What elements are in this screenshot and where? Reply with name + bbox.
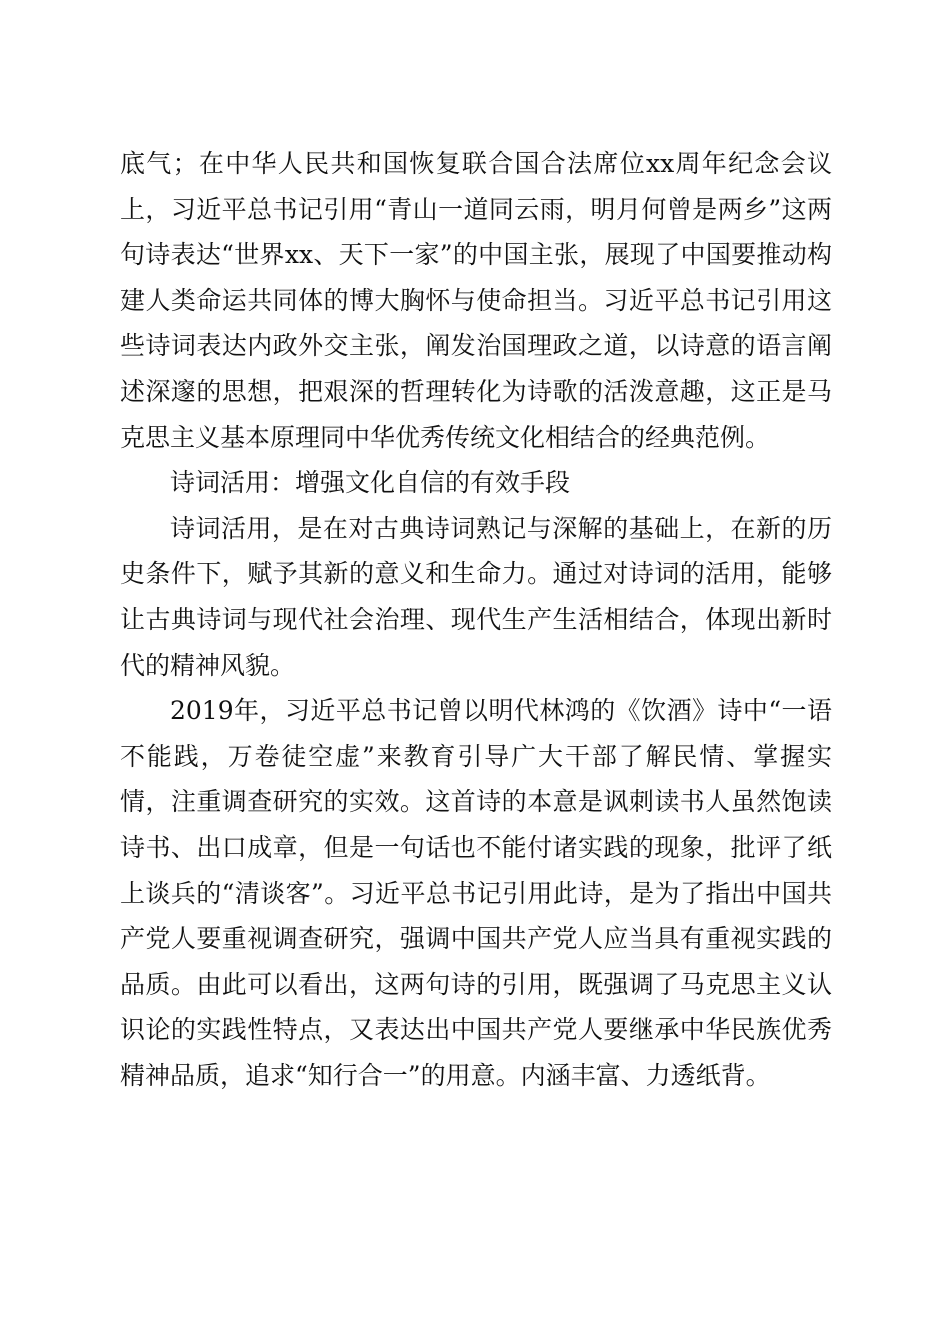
paragraph-continuation: 底气；在中华人民共和国恢复联合国合法席位xx周年纪念会议上，习近平总书记引用“青山一道同云雨，明月何曾是两乡”这两句诗表达“世界xx、天下一家”的中国主张，展现了中国要推动构建人类命运共同体的博大胸怀与使命担当。习近平总书记引用这些诗词表达内政外交主张，阐发治国理政之道，以诗意的语言阐述深邃的思想，把艰深的哲理转化为诗歌的活泼意趣，这正是马克思主义基本原理同中华优秀传统文化相结合的经典范例。	[120, 149, 832, 452]
paragraph-2019-example: 2019年，习近平总书记曾以明代林鸿的《饮酒》诗中“一语不能践，万卷徒空虚”来教育引导广大干部了解民情、掌握实情，注重调查研究的实效。这首诗的本意是讽刺读书人虽然饱读诗书、出口成章，但是一句话也不能付诸实践的现象，批评了纸上谈兵的“清谈客”。习近平总书记引用此诗，是为了指出中国共产党人要重视调查研究，强调中国共产党人应当具有重视实践的品质。由此可以看出，这两句诗的引用，既强调了马克思主义认识论的实践性特点，又表达出中国共产党人要继承中华民族优秀精神品质，追求“知行合一”的用意。内涵丰富、力透纸背。	[120, 696, 832, 1090]
document-page	[120, 141, 832, 1098]
paragraph-poetry-usage: 诗词活用，是在对古典诗词熟记与深解的基础上，在新的历史条件下，赋予其新的意义和生命力。通过对诗词的活用，能够让古典诗词与现代社会治理、现代生产生活相结合，体现出新时代的精神风貌。	[120, 513, 832, 680]
section-heading: 诗词活用：增强文化自信的有效手段	[170, 468, 571, 498]
